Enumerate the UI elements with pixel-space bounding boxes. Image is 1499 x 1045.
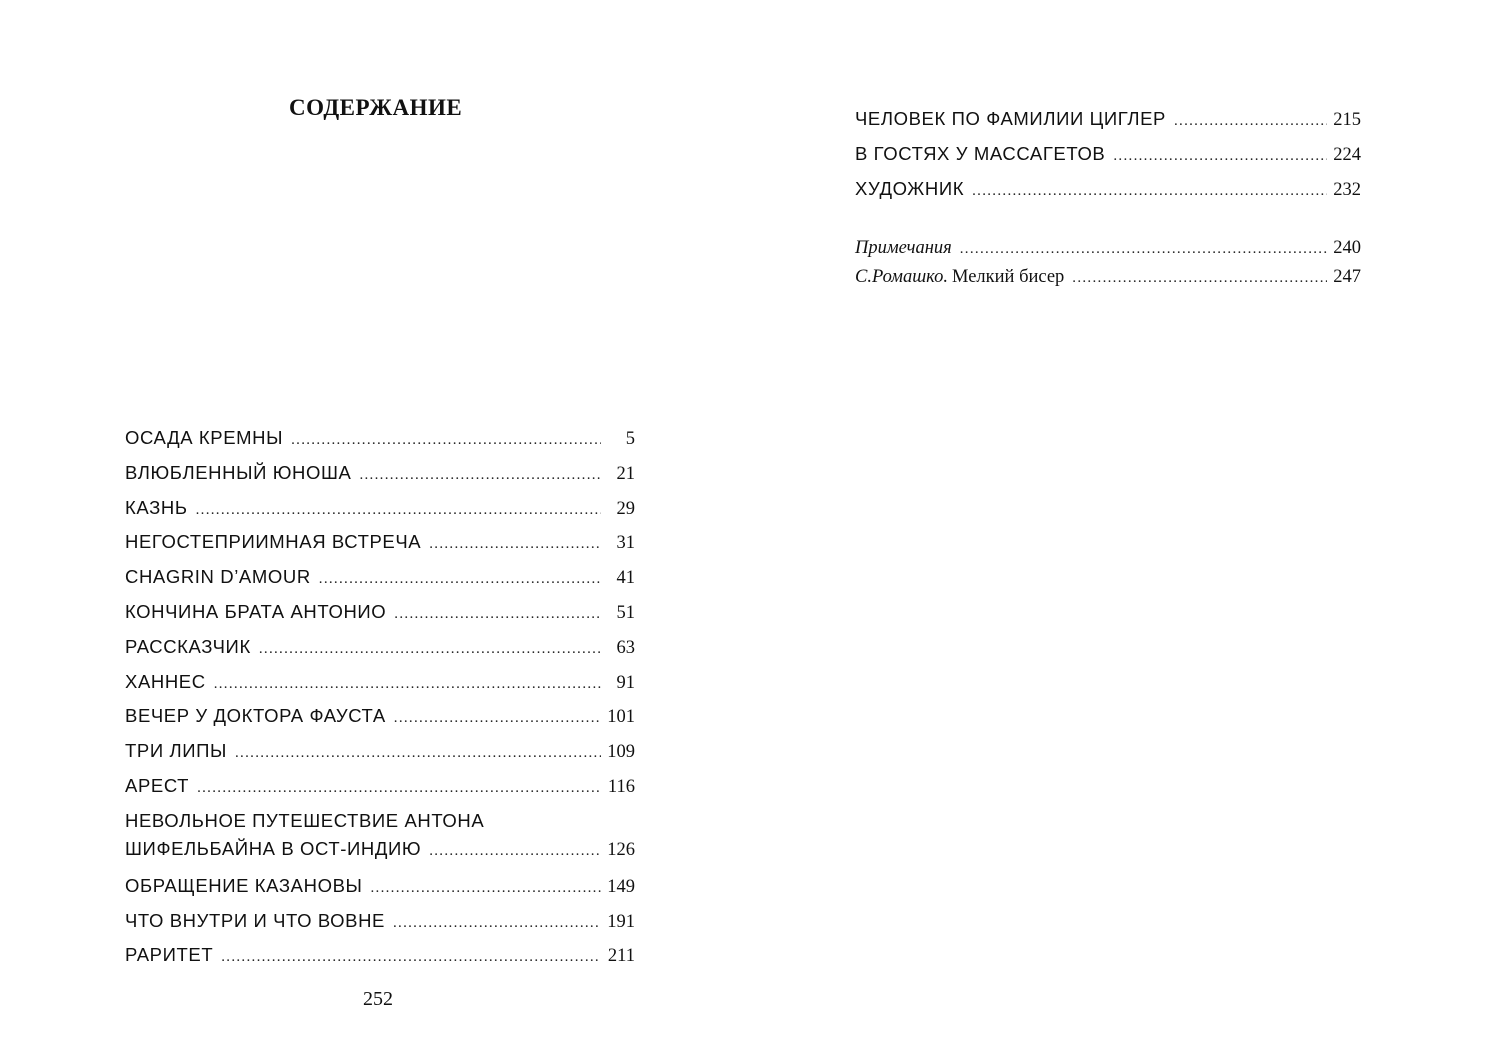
entry-page: 215	[1333, 110, 1361, 130]
toc-entry-notes[interactable]	[855, 234, 1361, 263]
dot-leader	[319, 562, 601, 597]
entry-title: ОСАДА КРЕМНЫ	[125, 427, 284, 448]
section-gap	[855, 206, 1361, 234]
toc-entry[interactable]	[125, 734, 635, 769]
toc-entry-afterword[interactable]	[855, 263, 1361, 292]
entry-title: ХУДОЖНИК	[855, 177, 965, 199]
entry-page: 126	[607, 839, 635, 860]
dot-leader	[1113, 139, 1327, 174]
entry-page: 191	[607, 911, 635, 932]
toc-entry[interactable]	[125, 904, 635, 939]
entry-page: 29	[616, 498, 635, 519]
toc-entry[interactable]	[125, 560, 635, 595]
entry-page: 232	[1333, 179, 1361, 200]
entry-title-italic: Примечания	[855, 238, 952, 259]
entry-page: 211	[607, 946, 635, 967]
entry-author-italic: С.Ромашко.	[855, 267, 948, 288]
entry-page: 51	[616, 602, 635, 623]
dot-leader	[1072, 264, 1327, 293]
toc-entry[interactable]	[125, 769, 635, 804]
dot-leader	[221, 940, 601, 975]
entry-page: 149	[607, 876, 635, 897]
entry-page: 224	[1333, 144, 1361, 165]
entry-page: 41	[616, 568, 635, 589]
entry-page: 5	[625, 429, 635, 449]
entry-page: 21	[616, 463, 635, 484]
entry-title: ВЛЮБЛЕННЫЙ ЮНОША	[125, 461, 352, 483]
dot-leader	[972, 174, 1327, 209]
entry-page: 31	[616, 533, 635, 554]
entry-title: ЧЕЛОВЕК ПО ФАМИЛИИ ЦИГЛЕР	[855, 108, 1166, 129]
dot-leader	[197, 771, 601, 806]
dot-leader	[359, 458, 601, 493]
toc-entry[interactable]	[125, 869, 635, 904]
entry-page: 109	[607, 742, 635, 763]
entry-title: CHAGRIN D’AMOUR	[125, 566, 311, 588]
entry-second-line	[125, 835, 635, 865]
toc-entry[interactable]	[855, 137, 1361, 172]
right-page	[750, 0, 1499, 1045]
toc-entry[interactable]	[125, 630, 635, 665]
entry-title: ЧТО ВНУТРИ И ЧТО ВОВНЕ	[125, 909, 385, 931]
toc-entry[interactable]	[125, 456, 635, 491]
dot-leader	[394, 597, 601, 632]
toc-entry[interactable]	[125, 421, 635, 456]
left-page	[0, 0, 749, 1045]
entry-title: КОНЧИНА БРАТА АНТОНИО	[125, 600, 387, 622]
entry-title: КАЗНЬ	[125, 496, 188, 518]
toc-entry[interactable]	[125, 804, 635, 869]
entry-page: 101	[607, 707, 635, 728]
dot-leader	[259, 632, 601, 667]
dot-leader	[429, 837, 601, 865]
dot-leader	[960, 235, 1327, 264]
entry-page: 91	[616, 672, 635, 693]
dot-leader	[393, 906, 601, 941]
dot-leader	[214, 667, 601, 702]
entry-title: НЕГОСТЕПРИИМНАЯ ВСТРЕЧА	[125, 531, 422, 553]
dot-leader	[235, 736, 601, 771]
dot-leader	[291, 423, 601, 458]
dot-leader	[394, 701, 601, 736]
entry-page: 116	[607, 776, 635, 797]
entry-page: 247	[1333, 267, 1361, 288]
dot-leader	[429, 527, 601, 562]
toc-entry[interactable]	[125, 665, 635, 700]
page-number: 252	[363, 988, 393, 1010]
dot-leader	[1174, 104, 1327, 139]
entry-page: 63	[616, 637, 635, 658]
toc-entry[interactable]	[125, 525, 635, 560]
toc-entry[interactable]	[855, 172, 1361, 207]
entry-title-line2: ШИФЕЛЬБАЙНА В ОСТ-ИНДИЮ	[125, 837, 422, 859]
toc-entry[interactable]	[125, 699, 635, 734]
toc-list-right	[855, 102, 1361, 292]
entry-title: РАРИТЕТ	[125, 944, 214, 966]
entry-title: ТРИ ЛИПЫ	[125, 740, 227, 762]
entry-title: В ГОСТЯХ У МАССАГЕТОВ	[855, 142, 1106, 164]
toc-title: СОДЕРЖАНИЕ	[289, 95, 463, 120]
toc-entry[interactable]	[855, 102, 1361, 137]
toc-entry[interactable]	[125, 938, 635, 973]
entry-title: АРЕСТ	[125, 774, 190, 796]
toc-list-left	[125, 421, 635, 973]
entry-title: ОБРАЩЕНИЕ КАЗАНОВЫ	[125, 874, 363, 896]
toc-entry[interactable]	[125, 595, 635, 630]
entry-page: 240	[1333, 238, 1361, 259]
entry-title-line1: НЕВОЛЬНОЕ ПУТЕШЕСТВИЕ АНТОНА	[125, 809, 485, 831]
entry-title: ХАННЕС	[125, 670, 206, 692]
entry-title: ВЕЧЕР У ДОКТОРА ФАУСТА	[125, 705, 386, 727]
toc-entry[interactable]	[125, 491, 635, 526]
entry-title-plain: Мелкий бисер	[952, 267, 1065, 288]
dot-leader	[370, 871, 601, 906]
dot-leader	[196, 493, 601, 528]
entry-title: РАССКАЗЧИК	[125, 635, 251, 657]
